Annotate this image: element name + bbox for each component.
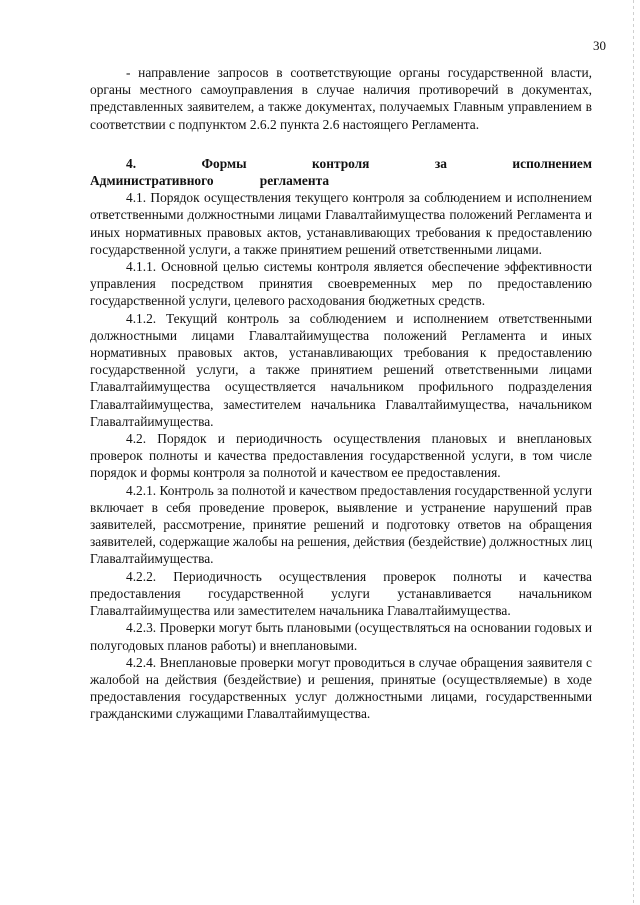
paragraph-4-2-4: 4.2.4. Внеплановые проверки могут проводиться в случае обращения заявителя с жалобой на действия (бездействие) и решения, принятые (осуществляемые) в ходе предоставления государственных услуг должностными лицами, государственными гражданскими служащими Главалтайимущества. — [90, 654, 592, 722]
paragraph-4-2-2: 4.2.2. Периодичность осуществления проверок полноты и качества предоставления государственной услуги устанавливается начальником Главалтайимущества или заместителем начальника Главалтайимущества. — [90, 568, 592, 619]
paragraph-4-2: 4.2. Порядок и периодичность осуществления плановых и внеплановых проверок полноты и качества предоставления государственной услуги, в том числе порядок и формы контроля за полнотой и качеством ее предоставления. — [90, 431, 592, 481]
paragraph-4-2-1: 4.2.1. Контроль за полнотой и качеством предоставления государственной услуги включает в себя проведение проверок, выявление и устранение нарушений прав заявителей, рассмотрение, принятие решений и подготовку ответов на обращения заявителей, содержащие жалобы на решения, действия (бездействие) должностных лиц Главалтайимущества. — [90, 482, 592, 567]
section-title: 4. Формы контроля за исполнением Административного регламента — [90, 155, 592, 189]
paragraph-4-1: 4.1. Порядок осуществления текущего контроля за соблюдением и исполнением ответственными должностными лицами Главалтайимущества положений Регламента и иных нормативных правовых актов, устанавливающих требования к предоставлению государственной услуги, а также принятием решений ответственными лицами. — [90, 190, 592, 257]
paragraph-intro: - направление запросов в соответствующие органы государственной власти, органы местного самоуправления в случае наличия противоречий в документах, представленных заявителем, а также документах, получаемых Главным управлением в соответствии с подпунктом 2.6.2 пункта 2.6 настоящего Регламента. — [90, 65, 592, 132]
paragraph-4-1-2: 4.1.2. Текущий контроль за соблюдением и исполнением ответственными должностными лицами Главалтайимущества положений Регламента и иных нормативных правовых актов, устанавливающих требования к предоставлению государственной услуги, а также принятием решений ответственными лицами Главалтайимущества осуществляется начальником профильного подразделения Главалтайимущества, заместителем начальника Главалтайимущества, начальником Главалтайимущества. — [90, 310, 592, 429]
paragraph-4-1-1: 4.1.1. Основной целью системы контроля является обеспечение эффективности управления посредством принятия своевременных мер по предоставлению государственной услуги, целевого расходования бюджетных средств. — [90, 259, 592, 309]
document-body — [90, 64, 592, 723]
scan-edge-line — [633, 0, 634, 905]
page-number: 30 — [593, 38, 606, 53]
paragraph-4-2-3: 4.2.3. Проверки могут быть плановыми (осуществляться на основании годовых и полугодовых планов работы) и внеплановыми. — [90, 620, 592, 653]
